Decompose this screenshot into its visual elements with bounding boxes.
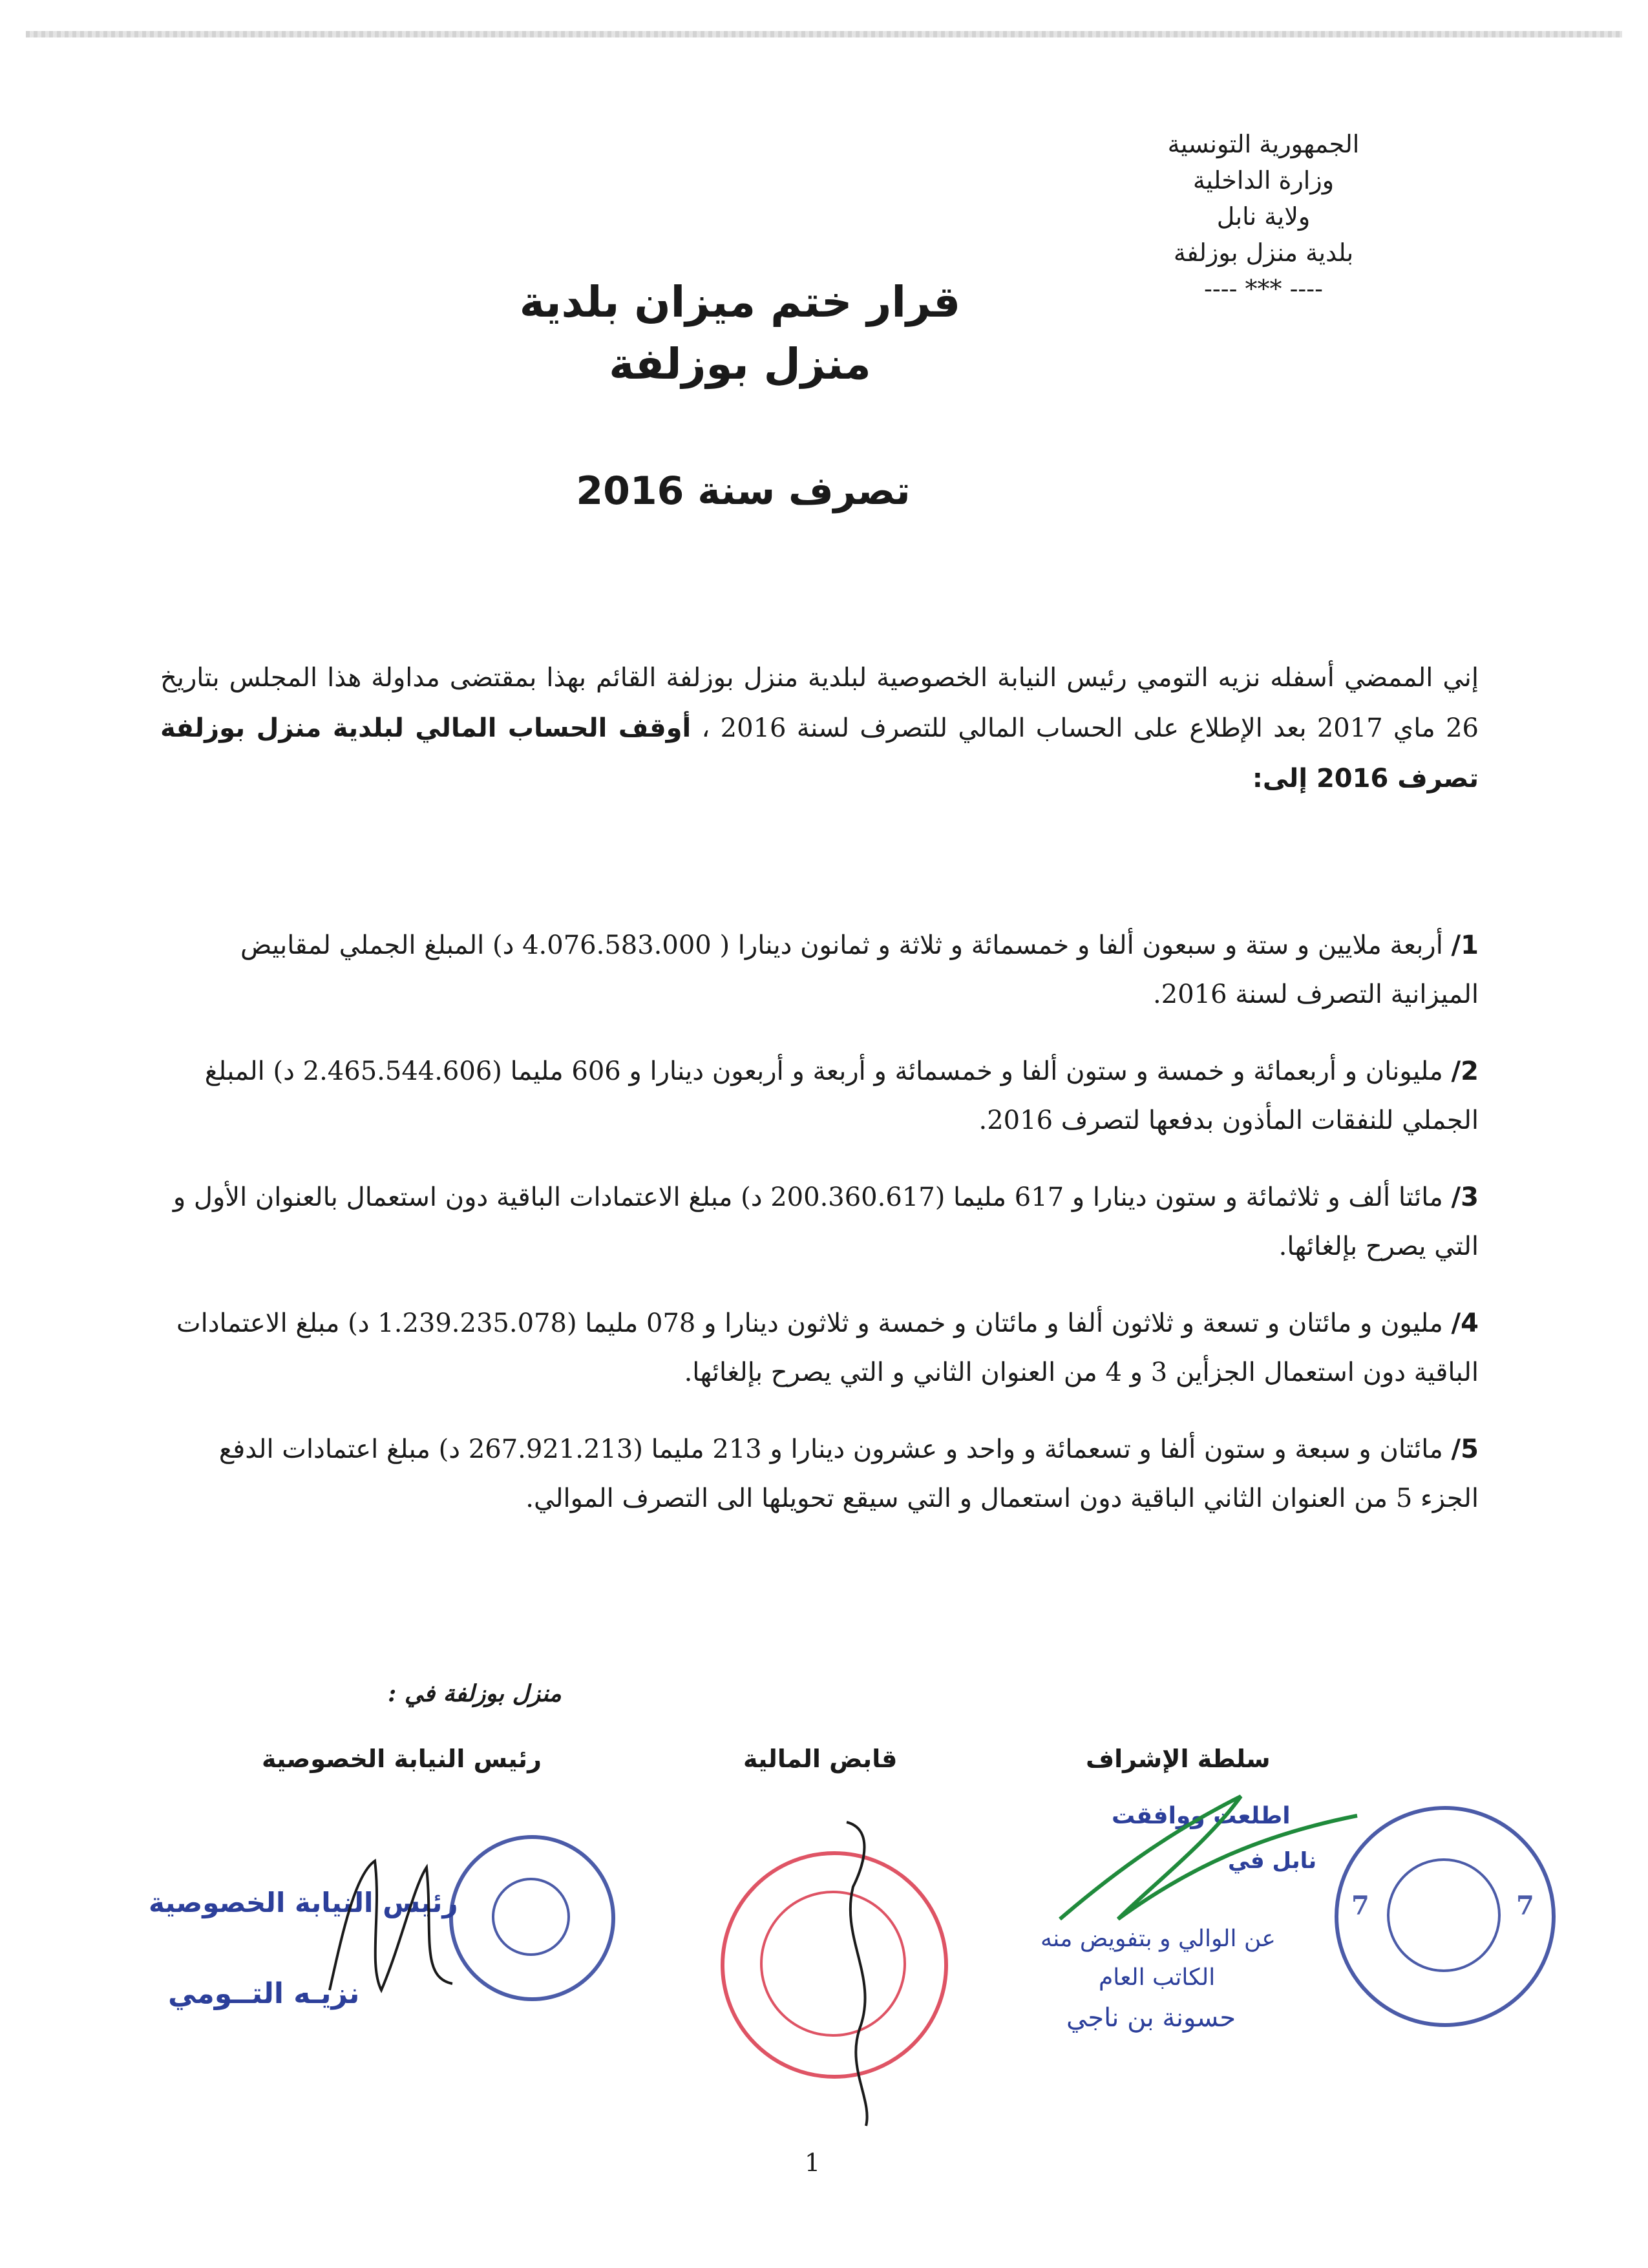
- place-date: منزل بوزلفة في :: [388, 1680, 562, 1707]
- item-text: مائتان و سبعة و ستون ألفا و تسعمائة و واحد و عشرون دينارا و 213 مليما (267.921.213 د) مبلغ اعتمادات الدفع الجزء 5 من العنوان الثاني الباقية دون استعمال و التي سيقع تحويلها الى التصرف الموالي.: [218, 1434, 1479, 1513]
- president-signature: [304, 1835, 472, 2016]
- secretary-general-name: حسونة بن ناجي: [1066, 2003, 1236, 2033]
- letterhead-municipality: بلدية منزل بوزلفة: [1173, 238, 1354, 267]
- document-title: [362, 271, 1118, 395]
- seal-number-left: 7: [1351, 1891, 1369, 1921]
- item-number: 4/: [1451, 1308, 1479, 1338]
- scan-edge: [26, 31, 1622, 37]
- seal-emblem-icon: [492, 1878, 570, 1956]
- seal-emblem-icon: [1387, 1858, 1501, 1972]
- item-number: 1/: [1451, 930, 1479, 960]
- page-number: 1: [805, 2148, 821, 2177]
- letterhead: [1070, 126, 1457, 307]
- secretary-general-title: الكاتب العام: [1099, 1964, 1216, 1991]
- letterhead-governorate: ولاية نابل: [1216, 202, 1311, 231]
- item-text: مليونان و أربعمائة و خمسة و ستون ألفا و خمسمائة و أربعة و أربعون دينارا و 606 مليما (2.465.544.606 د) المبلغ الجملي للنفقات المأذون بدفعها لتصرف 2016.: [204, 1056, 1479, 1135]
- item-text: أربعة ملايين و ستة و سبعون ألفا و خمسمائة و ثلاثة و ثمانون دينارا ( 4.076.583.000 د) المبلغ الجملي لمقابيض الميزانية التصرف لسنة 2016.: [240, 930, 1479, 1009]
- item-text: مليون و مائتان و تسعة و ثلاثون ألفا و مائتان و خمسة و ثلاثون دينارا و 078 مليما (1.239.235.078 د) مبلغ الاعتمادات الباقية دون استعمال الجزأين 3 و 4 من العنوان الثاني و التي يصرح بإلغائها.: [176, 1308, 1479, 1387]
- signature-label-president: رئيس النيابة الخصوصية: [262, 1745, 542, 1773]
- item-text: مائتا ألف و ثلاثمائة و ستون دينارا و 617 مليما (200.360.617 د) مبلغ الاعتمادات الباقية دون استعمال بالعنوان الأول و التي يصرح بإلغائها.: [173, 1182, 1479, 1261]
- intro-bold-text: أوقف الحساب المالي لبلدية منزل بوزلفة تصرف 2016 إلى:: [160, 713, 1479, 793]
- document-subtitle: تصرف سنة 2016: [576, 468, 911, 514]
- list-item: [160, 1299, 1479, 1397]
- intro-paragraph: [160, 653, 1479, 804]
- intro-text: إني الممضي أسفله نزيه التومي رئيس النيابة الخصوصية لبلدية منزل بوزلفة القائم بهذا بمقتضى مداولة هذا المجلس بتاريخ 26 ماي 2017 بعد الإطلاع على الحساب المالي للتصرف لسنة 2016 ،: [160, 663, 1479, 743]
- supervision-signature: [1047, 1770, 1370, 1938]
- letterhead-republic: الجمهورية التونسية: [1167, 130, 1360, 158]
- signature-label-supervision: سلطة الإشراف: [1086, 1745, 1271, 1773]
- list-item: [160, 1047, 1479, 1145]
- title-line-2: منزل بوزلفة: [609, 339, 871, 389]
- governor-delegation: عن الوالي و بتفويض منه: [1041, 1926, 1276, 1952]
- municipality-seal: [449, 1835, 615, 2001]
- list-item: [160, 1425, 1479, 1523]
- item-number: 3/: [1451, 1182, 1479, 1212]
- letterhead-separator: ---- *** ----: [1204, 275, 1323, 303]
- seal-number-right: 7: [1516, 1891, 1534, 1921]
- approval-stamp: اطلعت ووافقت: [1112, 1803, 1291, 1829]
- signature-label-finance: قابض المالية: [743, 1745, 898, 1773]
- president-stamp-name: نزيـه التــومي: [168, 1977, 360, 2010]
- list-item: [160, 921, 1479, 1019]
- letterhead-ministry: وزارة الداخلية: [1192, 166, 1335, 194]
- item-number: 2/: [1451, 1056, 1479, 1086]
- item-number: 5/: [1451, 1434, 1479, 1464]
- approval-place: نابل في: [1228, 1848, 1317, 1874]
- list-item: [160, 1173, 1479, 1271]
- finance-signature: [827, 1809, 905, 2132]
- president-stamp-title: رئيس النيابة الخصوصية: [149, 1887, 458, 1918]
- title-line-1: قرار ختم ميزان بلدية: [519, 277, 961, 327]
